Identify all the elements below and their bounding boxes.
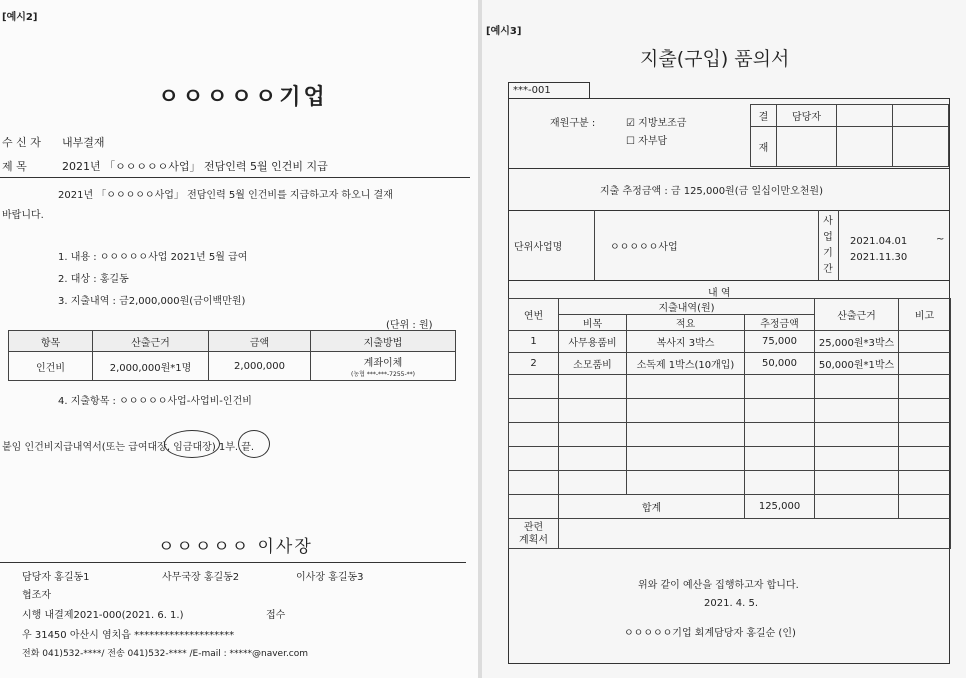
row-no: 1 [509, 331, 559, 353]
section-divider [508, 168, 950, 169]
row-basis: 50,000원*1박스 [815, 353, 899, 375]
row-amount: 50,000 [745, 353, 815, 375]
row-amount: 75,000 [745, 331, 815, 353]
approval-table [750, 104, 949, 167]
col-note: 비고 [899, 299, 951, 331]
period-char: 간 [823, 264, 833, 275]
approval-sign [893, 127, 949, 167]
section-divider [508, 210, 950, 211]
period-char: 사 [823, 216, 833, 227]
cell-item: 인건비 [9, 352, 93, 381]
circle-mark-1 [164, 430, 220, 458]
period-start: 2021.04.01 [850, 236, 908, 247]
estimate-line: 지출 추정금액 : 금 125,000원(금 일십이만오천원) [600, 186, 823, 197]
row-desc: 복사지 3박스 [627, 331, 745, 353]
row-note [899, 353, 951, 375]
header-item: 항목 [9, 331, 93, 352]
table-row [509, 331, 951, 353]
form-title: 지출(구입) 품의서 [640, 48, 790, 70]
fund-option-label: 지방보조금 [638, 118, 687, 129]
header-method: 지출방법 [311, 331, 456, 352]
details-table [508, 298, 951, 549]
company-title: ㅇㅇㅇㅇㅇ기업 [158, 84, 328, 110]
col-no: 연번 [509, 299, 559, 331]
approval-empty [893, 105, 949, 127]
item-target: 2. 대상 : 홍길동 [58, 274, 129, 285]
recipient-value: 내부결재 [62, 136, 105, 149]
cooperator-label: 협조자 [22, 590, 51, 601]
approval-label-1: 결 [751, 105, 777, 127]
body-line-1: 2021년 「ㅇㅇㅇㅇㅇ사업」 전담인력 5월 인건비를 지급하고자 하오니 결재 [58, 190, 393, 201]
related-plan-value [559, 519, 951, 549]
row-no: 2 [509, 353, 559, 375]
col-expense: 비목 [559, 315, 627, 331]
staff-chair: 이사장 홍길동3 [296, 572, 364, 583]
row-note [899, 331, 951, 353]
item-category: 4. 지출항목 : ㅇㅇㅇㅇㅇ사업-사업비-인건비 [58, 396, 252, 407]
item-content: 1. 내용 : ㅇㅇㅇㅇㅇ사업 2021년 5월 급여 [58, 252, 248, 263]
total-basis [815, 495, 899, 519]
total-no [509, 495, 559, 519]
period-char: 업 [823, 232, 833, 243]
item-expense: 3. 지출내역 : 금2,000,000원(금이백만원) [58, 296, 246, 307]
enforce-line: 시행 내결제2021-000(2021. 6. 1.) [22, 610, 184, 621]
example-tag: [예시2] [2, 12, 38, 23]
approval-label-2: 재 [751, 127, 777, 167]
right-document-page [482, 0, 966, 678]
doc-number: ***-001 [508, 82, 590, 99]
related-plan-label: 관련 계획서 [509, 519, 559, 549]
table-row [9, 352, 456, 381]
example-tag: [예시3] [486, 26, 522, 37]
period-char: 기 [823, 248, 833, 259]
approval-role: 담당자 [777, 105, 837, 127]
col-desc: 적요 [627, 315, 745, 331]
empty-row [509, 471, 951, 495]
header-basis: 산출근거 [93, 331, 209, 352]
circle-mark-2 [238, 430, 270, 458]
subject-divider [0, 177, 470, 178]
empty-row [509, 423, 951, 447]
attachment-line: 붙임 인건비지급내역서(또는 급여대장, 임금대장) 1부. 끝. [2, 442, 255, 453]
staff-clerk: 담당자 홍길동1 [22, 572, 90, 583]
expense-table [8, 330, 456, 381]
checkbox-empty-icon: ☐ [626, 136, 635, 147]
period-end: 2021.11.30 [850, 252, 908, 263]
fund-label: 재원구분 : [550, 118, 596, 129]
approval-empty [837, 105, 893, 127]
section-divider [508, 280, 950, 281]
cell-amount: 2,000,000 [209, 352, 311, 381]
period-label [820, 216, 836, 276]
divider-v [838, 210, 839, 280]
checkbox-checked-icon: ☑ [626, 118, 635, 129]
unit-project-value: ㅇㅇㅇㅇㅇ사업 [610, 242, 678, 253]
unit-note: (단위 : 원) [386, 320, 433, 331]
method-value: 계좌이체 [363, 358, 403, 369]
empty-row [509, 399, 951, 423]
table-header-row [9, 331, 456, 352]
col-group: 지출내역(원) [559, 299, 815, 315]
approval-sign [837, 127, 893, 167]
contact-line: 전화 041)532-****/ 전송 041)532-**** /E-mail : *****@naver.com [22, 649, 309, 659]
fund-option-2 [626, 132, 667, 147]
method-detail: (농협 ***-***-7255-**) [351, 371, 415, 378]
col-est: 추정금액 [745, 315, 815, 331]
address-line: 우 31450 아산시 염치읍 ******************** [22, 630, 235, 641]
cell-method [311, 352, 456, 381]
staff-director: 사무국장 홍길동2 [162, 572, 240, 583]
body-line-2: 바랍니다. [2, 210, 44, 221]
table-row [509, 353, 951, 375]
row-expense: 사무용품비 [559, 331, 627, 353]
col-basis: 산출근거 [815, 299, 899, 331]
empty-row [509, 447, 951, 471]
empty-row [509, 375, 951, 399]
receive-label: 접수 [266, 610, 286, 621]
total-row [509, 495, 951, 519]
row-expense: 소모품비 [559, 353, 627, 375]
unit-project-label: 단위사업명 [514, 242, 563, 253]
divider-v [594, 210, 595, 280]
divider-v [818, 210, 819, 280]
subject-label: 제 목 [2, 160, 27, 173]
period-tilde: ~ [936, 234, 945, 245]
row-basis: 25,000원*3박스 [815, 331, 899, 353]
fund-option-label: 자부담 [638, 136, 668, 147]
sender-name: ㅇㅇㅇㅇㅇ 이사장 [158, 537, 313, 557]
details-header: 내 역 [708, 288, 731, 299]
total-note [899, 495, 951, 519]
row-desc: 소독제 1박스(10개입) [627, 353, 745, 375]
subject-value: 2021년 「ㅇㅇㅇㅇㅇ사업」 전담인력 5월 인건비 지급 [62, 160, 328, 173]
date-line: 2021. 4. 5. [704, 598, 759, 609]
total-label: 합계 [559, 495, 745, 519]
related-plan-row [509, 519, 951, 549]
left-document-page [0, 0, 478, 678]
closing-line: 위와 같이 예산을 집행하고자 합니다. [638, 580, 799, 591]
total-amount: 125,000 [745, 495, 815, 519]
cell-basis: 2,000,000원*1명 [93, 352, 209, 381]
footer-divider [0, 562, 466, 563]
recipient-label: 수 신 자 [2, 136, 41, 149]
header-amount: 금액 [209, 331, 311, 352]
approval-sign [777, 127, 837, 167]
signature-line: ㅇㅇㅇㅇㅇ기업 회계담당자 홍길순 (인) [624, 628, 796, 639]
fund-option-1 [626, 114, 686, 129]
